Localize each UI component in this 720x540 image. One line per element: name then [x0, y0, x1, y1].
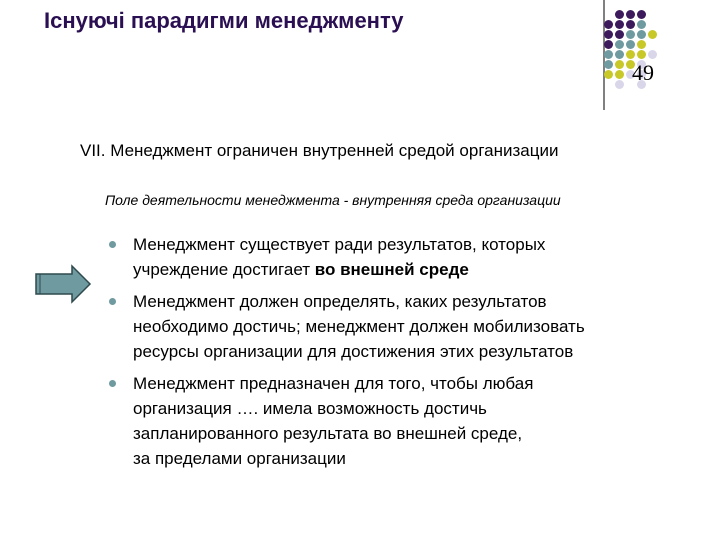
- bullet-line: ресурсы организации для достижения этих результатов: [133, 342, 574, 361]
- decor-dot: [604, 30, 613, 39]
- bullet-line: Менеджмент должен определять, каких результатов: [133, 292, 547, 311]
- bullet-icon: [109, 241, 116, 248]
- decor-dot: [626, 10, 635, 19]
- bullet-line: запланированного результата во внешней среде,: [133, 424, 523, 443]
- bullet-icon: [109, 298, 116, 305]
- bullet-list: [106, 232, 696, 478]
- decor-dot: [626, 50, 635, 59]
- decor-dot: [604, 40, 613, 49]
- decor-dot: [615, 70, 624, 79]
- decor-dot: [637, 30, 646, 39]
- bullet-icon: [109, 380, 116, 387]
- decor-dot: [604, 50, 613, 59]
- page-number: 49: [632, 60, 654, 85]
- decor-dot: [637, 20, 646, 29]
- decor-dot: [615, 60, 624, 69]
- decor-dot: [615, 80, 624, 89]
- decor-dot: [615, 20, 624, 29]
- bullet-line: организация …. имела возможность достичь: [133, 399, 487, 418]
- decor-dot: [615, 50, 624, 59]
- decor-dot: [637, 40, 646, 49]
- bullet-line: за пределами организации: [133, 449, 346, 468]
- bullet-item: [106, 232, 696, 282]
- bullet-line: учреждение достигает: [133, 260, 315, 279]
- bullet-line: Менеджмент предназначен для того, чтобы любая: [133, 374, 534, 393]
- bullet-line: Менеджмент существует ради результатов, которых: [133, 235, 546, 254]
- decor-dot: [648, 30, 657, 39]
- bullet-item: [106, 371, 696, 471]
- decor-dot: [615, 30, 624, 39]
- bullet-line: необходимо достичь; менеджмент должен мобилизовать: [133, 317, 585, 336]
- decor-dot: [604, 70, 613, 79]
- section-subtitle: Поле деятельности менеджмента - внутренняя среда организации: [105, 192, 561, 208]
- decor-dot: [626, 30, 635, 39]
- section-heading: VII. Менеджмент ограничен внутренней средой организации: [80, 141, 559, 160]
- decor-dot: [637, 10, 646, 19]
- bullet-item: [106, 289, 696, 364]
- decor-dot: [626, 40, 635, 49]
- decor-dot: [604, 20, 613, 29]
- slide-title: Існуючі парадигми менеджменту: [44, 8, 404, 33]
- bullet-bold-text: во внешней среде: [314, 260, 469, 279]
- decor-dot: [648, 50, 657, 59]
- decor-dot: [604, 60, 613, 69]
- decor-dot: [615, 10, 624, 19]
- right-arrow-icon: [34, 264, 92, 304]
- decor-dot: [615, 40, 624, 49]
- decor-dot: [637, 50, 646, 59]
- decor-dot: [626, 20, 635, 29]
